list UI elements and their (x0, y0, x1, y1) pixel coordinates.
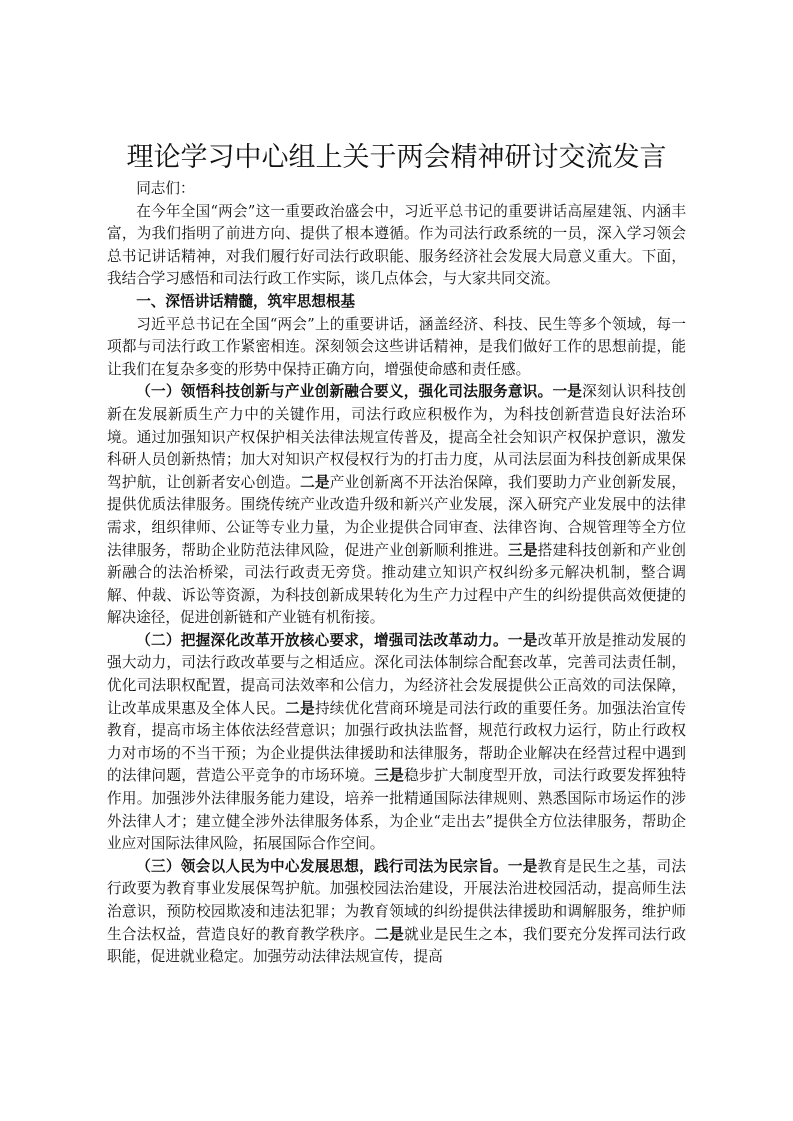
marker-3-2: 二是 (374, 925, 405, 943)
text-3-1: 教育是民生之基，司法行政要为教育事业发展保驾护航。加强校园法治建设，开展法治进校园活动，提高师生法治意识，预防校园欺凌和违法犯罪；为教育领域的纠纷提供法律援助和调解服务，维护师生合法权益，营造良好的教育教学秩序。 (107, 857, 686, 943)
document-body (107, 178, 686, 969)
subsection-2-paragraph (107, 630, 686, 856)
marker-1-2: 二是 (300, 473, 330, 491)
section-heading-1: 一、深悟讲话精髓，筑牢思想根基 (136, 292, 356, 310)
text-1-3: 搭建科技创新和产业创新融合的法治桥梁，司法行政责无旁贷。推动建立知识产权纠纷多元解决机制，整合调解、仲裁、诉讼等资源，为科技创新成果转化为生产力过程中产生的纠纷提供高效便捷的解决途径，促进创新链和产业链有机衔接。 (107, 541, 686, 627)
marker-1-3: 三是 (508, 541, 538, 559)
text-2-1: 改革开放是推动发展的强大动力，司法行政改革要与之相适应。深化司法体制综合配套改革，完善司法责任制，优化司法职权配置，提高司法效率和公信力，为经济社会发展提供公正高效的司法保障，让改革成果惠及全体人民。 (107, 631, 686, 717)
text-2-2: 持续优化营商环境是司法行政的重要任务。加强法治宣传教育，提高市场主体依法经营意识；加强行政执法监督，规范行政权力运行，防止行政权力对市场的不当干预；为企业提供法律援助和法律服务，帮助企业解决在经营过程中遇到的法律问题，营造公平竞争的市场环境。 (107, 699, 686, 785)
marker-2-2: 二是 (285, 699, 315, 717)
marker-1-1: 一是 (552, 383, 583, 401)
greeting: 同志们： (136, 180, 195, 197)
intro-paragraph: 在今年全国“两会”这一重要政治盛会中，习近平总书记的重要讲话高屋建瓴、内涵丰富，为我们指明了前进方向、提供了根本遵循。作为司法行政系统的一员，深入学习领会总书记讲话精神，对我们履行好司法行政职能、服务经济社会发展大局意义重大。下面，我结合学习感悟和司法行政工作实际，谈几点体会，与大家共同交流。 (107, 202, 686, 288)
text-2-3: 稳步扩大制度型开放，司法行政要发挥独特作用。加强涉外法律服务能力建设，培养一批精通国际法律规则、熟悉国际市场运作的涉外法律人才；建立健全涉外法律服务体系，为企业“走出去”提供全方位法律服务，帮助企业应对国际法律风险，拓展国际合作空间。 (107, 767, 686, 853)
marker-2-1: 一是 (507, 631, 538, 649)
text-1-2: 产业创新离不开法治保障，我们要助力产业创新发展，提供优质法律服务。围绕传统产业改造升级和新兴产业发展，深入研究产业发展中的法律需求，组织律师、公证等专业力量，为企业提供合同审查、法律咨询、合规管理等全方位法律服务，帮助企业防范法律风险，促进产业创新顺利推进。 (107, 473, 686, 559)
document-title: 理论学习中心组上关于两会精神研讨交流发言 (126, 142, 667, 173)
subsection-2-heading: （二）把握深化改革开放核心要求，增强司法改革动力。 (136, 631, 508, 649)
marker-3-1: 一是 (507, 857, 538, 875)
subsection-1-paragraph (107, 381, 686, 630)
marker-2-3: 三是 (374, 767, 405, 785)
subsection-3-paragraph (107, 856, 686, 969)
section-1-intro: 习近平总书记在全国“两会”上的重要讲话，涵盖经济、科技、民生等多个领域，每一项都与司法行政工作紧密相连。深刻领会这些讲话精神，是我们做好工作的思想前提，能让我们在复杂多变的形势中保持正确方向，增强使命感和责任感。 (107, 315, 686, 378)
text-3-2: 就业是民生之本，我们要充分发挥司法行政职能，促进就业稳定。加强劳动法律法规宣传，提高 (107, 925, 686, 966)
text-1-1: 深刻认识科技创新在发展新质生产力中的关键作用，司法行政应积极作为，为科技创新营造良好法治环境。通过加强知识产权保护相关法律法规宣传普及，提高全社会知识产权保护意识，激发科研人员创新热情；加大对知识产权侵权行为的打击力度，从司法层面为科技创新成果保驾护航，让创新者安心创造。 (107, 383, 686, 491)
subsection-1-heading: （一）领悟科技创新与产业创新融合要义，强化司法服务意识。 (136, 383, 553, 401)
subsection-3-heading: （三）领会以人民为中心发展思想，践行司法为民宗旨。 (136, 857, 508, 875)
